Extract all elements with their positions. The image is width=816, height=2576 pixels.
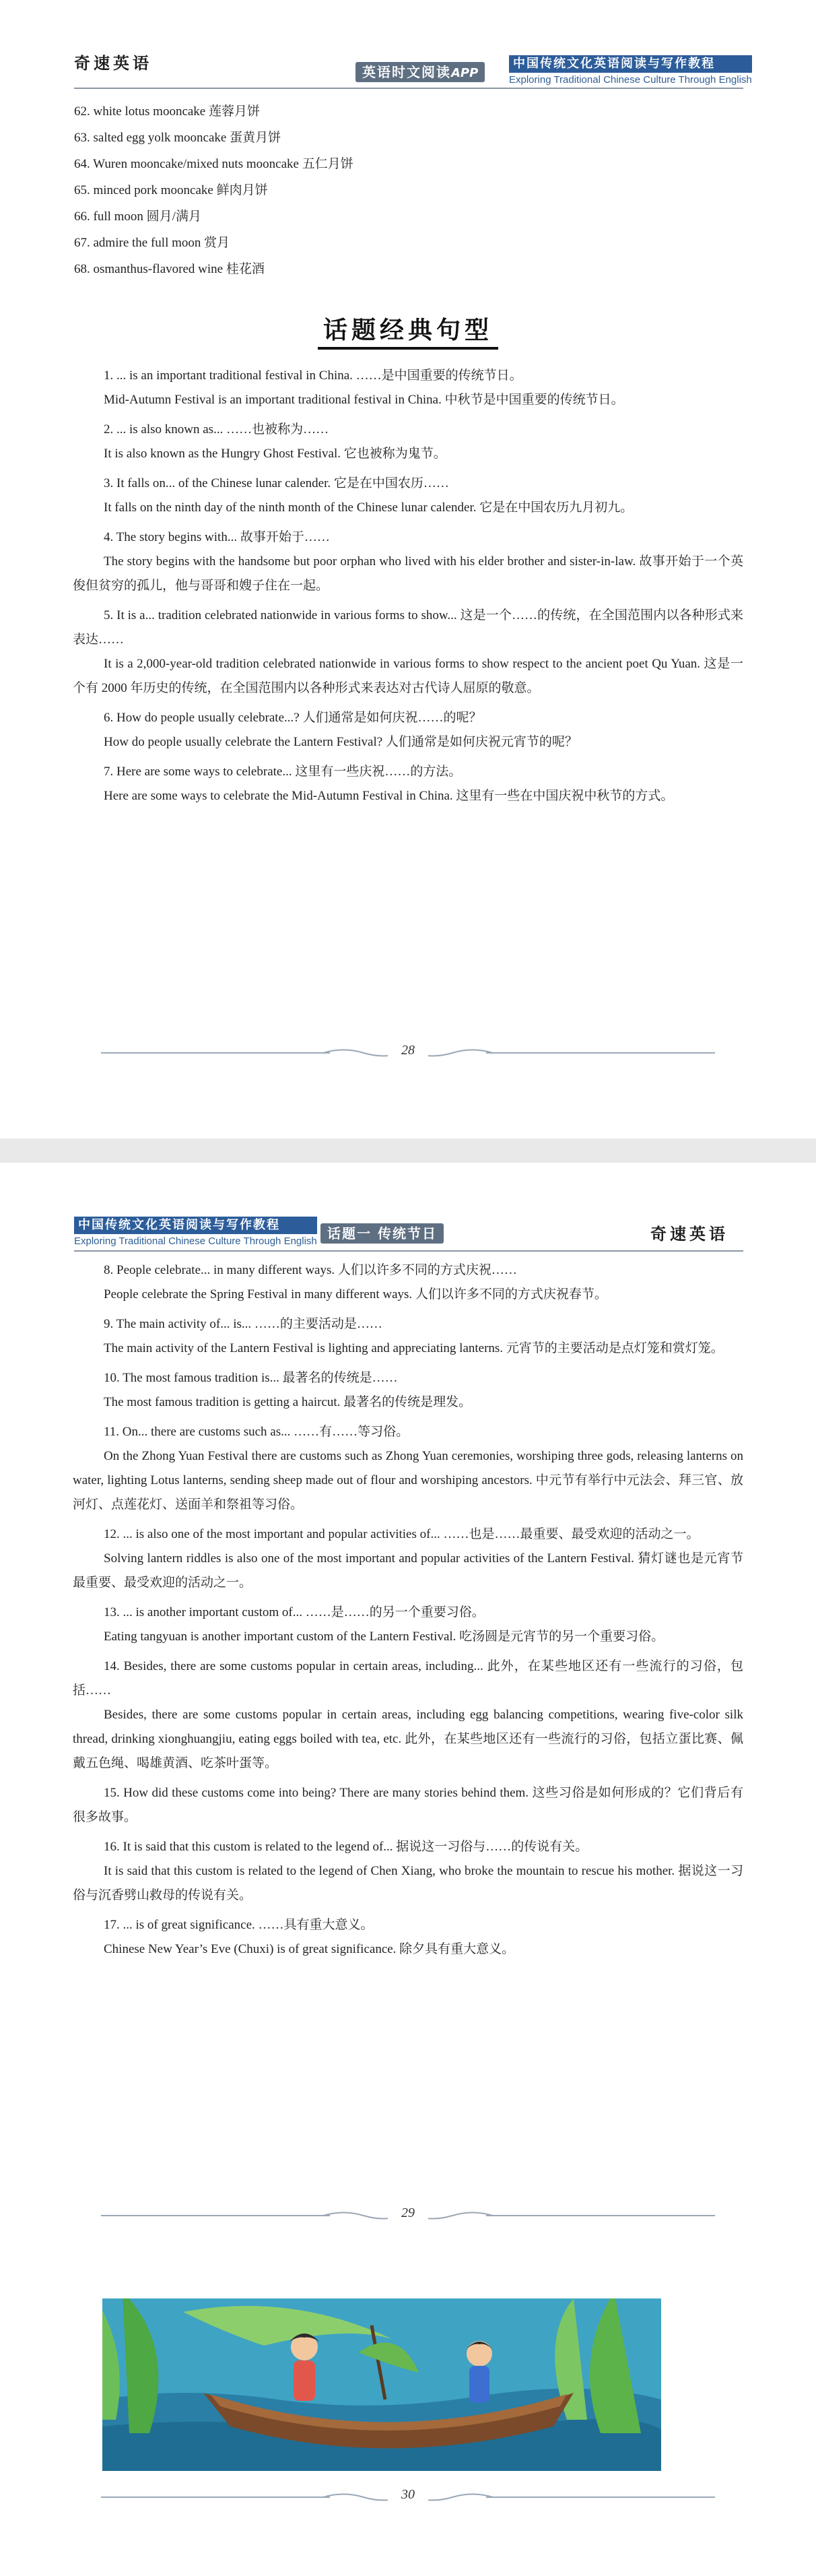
- page-number: 29: [388, 2205, 428, 2221]
- sentence-item: [73, 604, 743, 701]
- vocab-item: 65. minced pork mooncake 鲜肉月饼: [74, 183, 268, 197]
- sentence-pattern: 3. It falls on... of the Chinese lunar calender. 它是在中国农历……: [104, 476, 449, 490]
- sentence-example: People celebrate the Spring Festival in many different ways. 人们以许多不同的方式庆祝春节。: [104, 1287, 607, 1301]
- sentence-example: It falls on the ninth day of the ninth month of the Chinese lunar calender. 它是在中国农历九月初九。: [104, 501, 634, 515]
- sentence-item: [73, 706, 743, 754]
- sentence-example: It is said that this custom is related to the legend of Chen Xiang, who broke the mountain to rescue his mother. 据说这一习俗与沉香劈山救母的传说有关。: [73, 1864, 743, 1902]
- sentence-item: [73, 472, 743, 520]
- sentence-pattern: 15. How did these customs come into being? There are many stories behind them. 这些习俗是如何形成的？它们背后有很多故事。: [73, 1786, 743, 1824]
- sentence-list: [73, 364, 743, 814]
- sentence-example: Chinese New Year’s Eve (Chuxi) is of great significance. 除夕具有重大意义。: [104, 1942, 515, 1956]
- chapter-chip: 话题一 传统节日: [320, 1223, 444, 1244]
- sentence-pattern: 5. It is a... tradition celebrated nationwide in various forms to show... 这是一个……的传统，在全国范围内以各种形式来表达……: [73, 608, 743, 647]
- vocab-item: 64. Wuren mooncake/mixed nuts mooncake 五仁月饼: [74, 157, 353, 171]
- page-folio: [0, 1043, 816, 1063]
- app-chip-suffix: APP: [451, 66, 479, 80]
- sentence-item: [73, 1258, 743, 1307]
- sentence-example: The story begins with the handsome but poor orphan who lived with his elder brother and sister-in-law. 故事开始于一个英俊但贫穷的孤儿，他与哥哥和嫂子住在一起。: [73, 554, 743, 593]
- vocab-item: 62. white lotus mooncake 莲蓉月饼: [74, 104, 260, 119]
- series-title: [509, 55, 752, 86]
- next-page-number: 30: [388, 2487, 428, 2503]
- sentence-pattern: 8. People celebrate... in many different ways. 人们以许多不同的方式庆祝……: [104, 1263, 517, 1277]
- series-title-cn: 中国传统文化英语阅读与写作教程: [509, 55, 752, 73]
- boat-illustration-icon: [102, 2298, 661, 2471]
- brand-logo-text: 奇速英语: [650, 1225, 728, 1244]
- sentence-item: [73, 1312, 743, 1361]
- page-folio: [0, 2205, 816, 2226]
- sentence-pattern: 10. The most famous tradition is... 最著名的传统是……: [104, 1371, 398, 1385]
- sentence-example: The main activity of the Lantern Festival is lighting and appreciating lanterns. 元宵节的主要活动是点灯笼和赏灯笼。: [104, 1341, 724, 1355]
- folio-rule-left: [101, 1052, 330, 1054]
- sentence-pattern: 11. On... there are customs such as... ……有……等习俗。: [104, 1425, 409, 1439]
- vocab-item: 68. osmanthus-flavored wine 桂花酒: [74, 262, 265, 276]
- sentence-item: [73, 418, 743, 466]
- sentence-example: It is a 2,000-year-old tradition celebrated nationwide in various forms to show respect to the ancient poet Qu Yuan. 这是一个有 2000 年历史的传统，在全国范围内以各种形式来表达对古代诗人屈原的敬意。: [73, 657, 743, 695]
- series-title-en: Exploring Traditional Chinese Culture Through English: [509, 74, 752, 86]
- page-29: [0, 1163, 816, 2576]
- app-chip-label: 英语时文阅读: [362, 64, 451, 80]
- folio-rule-left: [101, 2215, 330, 2216]
- sentence-item: [73, 1522, 743, 1595]
- sentence-pattern: 2. ... is also known as... ……也被称为……: [104, 422, 329, 437]
- sentence-example: Here are some ways to celebrate the Mid-Autumn Festival in China. 这里有一些在中国庆祝中秋节的方式。: [104, 789, 674, 803]
- sentence-example: It is also known as the Hungry Ghost Festival. 它也被称为鬼节。: [104, 447, 446, 461]
- sentence-pattern: 12. ... is also one of the most important and popular activities of... ……也是……最重要、最受欢迎的活动之一。: [104, 1527, 700, 1541]
- sentence-item: [73, 760, 743, 808]
- header-rule: [74, 88, 743, 89]
- page-28: [0, 0, 816, 1138]
- sentence-item: [73, 1420, 743, 1517]
- sentence-item: [73, 1654, 743, 1776]
- sentence-pattern: 14. Besides, there are some customs popular in certain areas, including... 此外，在某些地区还有一些流行的习俗，包括……: [73, 1659, 743, 1698]
- series-title-en: Exploring Traditional Chinese Culture Through English: [74, 1235, 317, 1247]
- festival-illustration: [102, 2298, 661, 2471]
- sentence-example: The most famous tradition is getting a haircut. 最著名的传统是理发。: [104, 1395, 472, 1409]
- vocab-list: [74, 98, 747, 282]
- sentence-pattern: 1. ... is an important traditional festival in China. ……是中国重要的传统节日。: [104, 368, 522, 383]
- sentence-pattern: 7. Here are some ways to celebrate... 这里有一些庆祝……的方法。: [104, 765, 462, 779]
- sentence-pattern: 9. The main activity of... is... ……的主要活动是……: [104, 1317, 382, 1331]
- section-title: [0, 311, 816, 350]
- section-title-text: 话题经典句型: [318, 311, 498, 350]
- sentence-pattern: 16. It is said that this custom is related to the legend of... 据说这一习俗与……的传说有关。: [104, 1840, 588, 1854]
- sentence-pattern: 6. How do people usually celebrate...? 人们通常是如何庆祝……的呢？: [104, 711, 482, 725]
- sentence-list: [73, 1258, 743, 1967]
- sentence-item: [73, 1781, 743, 1830]
- sentence-item: [73, 1835, 743, 1908]
- sentence-example: Mid-Autumn Festival is an important traditional festival in China. 中秋节是中国重要的传统节日。: [104, 393, 624, 407]
- folio-rule-right: [486, 2497, 715, 2498]
- sentence-example: Besides, there are some customs popular in certain areas, including egg balancing competitions, wearing five-color silk thread, drinking xionghuangjiu, eating eggs boiled with tea, etc. 此外，在某些地区还有一些流行的习俗，包括立蛋比赛、佩戴五色绳、喝雄黄酒、吃茶叶蛋等。: [73, 1708, 743, 1770]
- vocab-item: 63. salted egg yolk mooncake 蛋黄月饼: [74, 131, 281, 145]
- series-title-cn: 中国传统文化英语阅读与写作教程: [74, 1217, 317, 1234]
- folio-rule-right: [486, 1052, 715, 1054]
- series-title: [74, 1217, 317, 1247]
- sentence-item: [73, 1366, 743, 1415]
- sentence-pattern: 4. The story begins with... 故事开始于……: [104, 530, 330, 544]
- sentence-example: Solving lantern riddles is also one of the most important and popular activities of the Lantern Festival. 猜灯谜也是元宵节最重要、最受欢迎的活动之一。: [73, 1551, 743, 1590]
- sentence-item: [73, 1601, 743, 1649]
- sentence-pattern: 17. ... is of great significance. ……具有重大意义。: [104, 1918, 374, 1932]
- sentence-example: Eating tangyuan is another important custom of the Lantern Festival. 吃汤圆是元宵节的另一个重要习俗。: [104, 1630, 665, 1644]
- sentence-item: [73, 364, 743, 412]
- brand-logo-text: 奇速英语: [74, 54, 152, 73]
- vocab-item: 67. admire the full moon 赏月: [74, 236, 230, 250]
- header-rule: [74, 1250, 743, 1252]
- sentence-pattern: 13. ... is another important custom of... ……是……的另一个重要习俗。: [104, 1605, 485, 1619]
- vocab-item: 66. full moon 圆月/满月: [74, 210, 201, 224]
- app-chip: [355, 62, 485, 82]
- page-number: 28: [388, 1043, 428, 1058]
- folio-rule-right: [486, 2215, 715, 2216]
- sentence-example: How do people usually celebrate the Lantern Festival? 人们通常是如何庆祝元宵节的呢？: [104, 735, 578, 749]
- folio-rule-left: [101, 2497, 330, 2498]
- sentence-item: [73, 525, 743, 598]
- sentence-item: [73, 1913, 743, 1962]
- sentence-example: On the Zhong Yuan Festival there are customs such as Zhong Yuan ceremonies, worshiping three gods, releasing lanterns on water, lighting Lotus lanterns, sending sheep made out of flour and worshiping ancestors. 中元节有举行中元法会、拜三官、放河灯、点莲花灯、送面羊和祭祖等习俗。: [73, 1449, 743, 1512]
- page-folio-30: [0, 2487, 816, 2507]
